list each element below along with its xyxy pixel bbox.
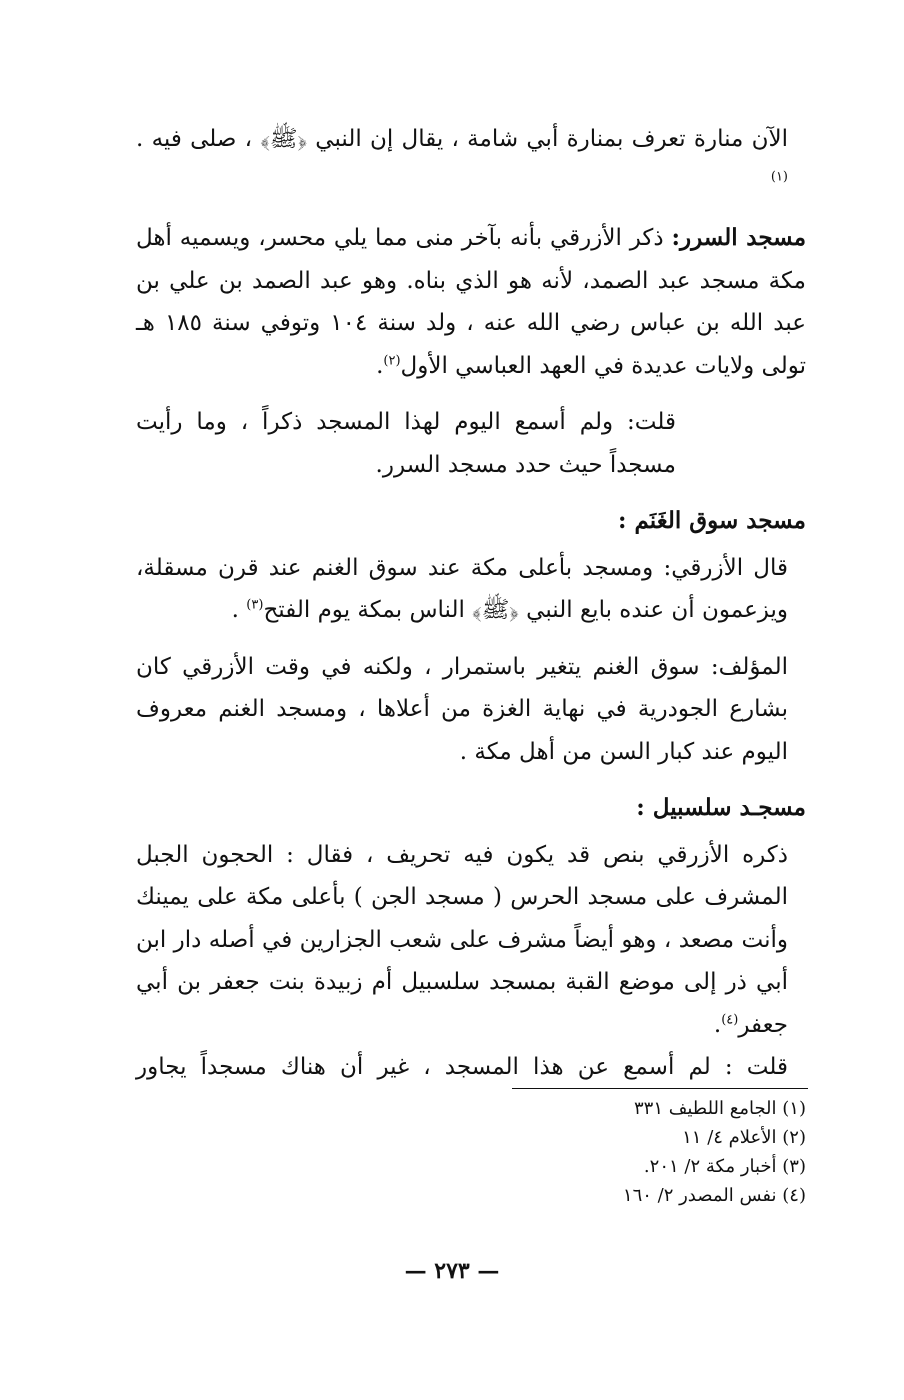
entry-title: مسجد السرر:	[671, 224, 807, 251]
paragraph-intro	[136, 118, 806, 203]
main-text	[136, 118, 806, 1103]
paragraph-qult-2	[136, 1046, 806, 1089]
page-number: — ٢٧٣ —	[404, 1258, 500, 1284]
entry-text: ذكر الأزرقي بأنه بآخر منى مما يلي محسر، ويسميه أهل مكة مسجد عبد الصمد، لأنه هو الذي بناه. وهو عبد الصمد بن علي بن عبد الله بن عباس رضي الله عنه ، ولد سنة ١٠٤ وتوفي سنة ١٨٥ هـ تولى ولايات عديدة في العهد العباسي الأول	[136, 225, 806, 379]
footnote-3: (٣) أخبار مكة ٢/ ٢٠١.	[643, 1156, 806, 1177]
paragraph-text: قلت : لم أسمع عن هذا المسجد ، غير أن هناك مسجداً يجاور	[136, 1054, 788, 1080]
footnote-ref: (٢)	[383, 352, 401, 368]
entry-sirr	[136, 217, 806, 387]
entry-title: مسجد سوق الغَنَم :	[617, 507, 806, 534]
entry-end: .	[713, 1011, 722, 1038]
footnote-separator	[512, 1088, 808, 1089]
entry-title: مسجـد سلسبيل :	[636, 794, 806, 821]
footnotes	[623, 1094, 806, 1210]
entry-text: قال الأزرقي: ومسجد بأعلى مكة عند سوق الغنم عند قرن مسقلة، ويزعمون أن عنده بايع النبي ﴿ﷺ﴾ الناس بمكة يوم الفتح	[136, 554, 788, 623]
footnote-ref: (٣)	[246, 597, 264, 613]
paragraph-text: الآن منارة تعرف بمنارة أبي شامة ، يقال إن النبي ﴿ﷺ﴾ ، صلى فيه .	[136, 126, 788, 152]
footnote-2: (٢) الأعلام ٤/ ١١	[682, 1127, 806, 1148]
entry-end: .	[376, 352, 384, 379]
footnote-ref: (٤)	[721, 1011, 739, 1027]
paragraph-muallif	[136, 646, 806, 774]
footnote-4: (٤) نفس المصدر ٢/ ١٦٠	[622, 1185, 806, 1206]
paragraph-text: قلت: ولم أسمع اليوم لهذا المسجد ذكراً ، وما رأيت مسجداً حيث حدد مسجد السرر.	[136, 409, 676, 478]
footnote-ref: (١)	[770, 168, 788, 184]
paragraph-text: المؤلف: سوق الغنم يتغير باستمرار ، ولكنه في وقت الأزرقي كان بشارع الجودرية في نهاية الغزة من أعلاها ، ومسجد الغنم معروف اليوم عند كبار السن من أهل مكة .	[136, 653, 788, 765]
entry-text: ذكره الأزرقي بنص قد يكون فيه تحريف ، فقال : الحجون الجبل المشرف على مسجد الحرس ( مسجد الجن ) بأعلى مكة على يمينك وأنت مصعد ، وهو أيضاً مشرف على شعب الجزارين في أصله دار ابن أبي ذر إلى موضع القبة بمسجد سلسبيل أم زبيدة بنت جعفر بن أبي جعفر	[136, 841, 788, 1038]
entry-souq	[136, 547, 806, 632]
entry-salsabil	[136, 834, 806, 1047]
footnote-1: (١) الجامع اللطيف ٣٣١	[634, 1098, 806, 1119]
paragraph-qult-1	[136, 401, 806, 486]
entry-end: .	[231, 597, 247, 623]
